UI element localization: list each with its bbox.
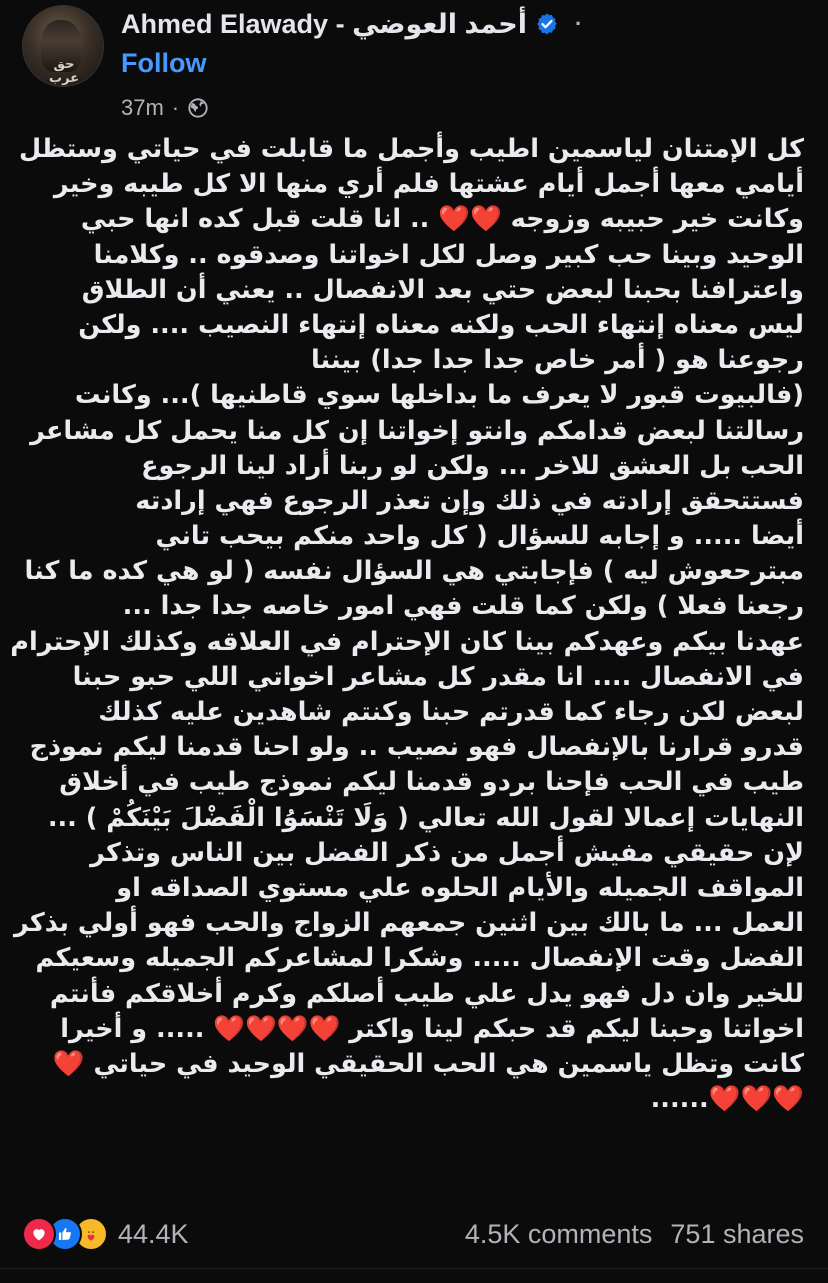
post-time[interactable]: 37m xyxy=(121,95,164,120)
author-header[interactable] xyxy=(121,4,661,44)
engagement-stats xyxy=(465,1219,804,1250)
post-text-line: ليس معناه إنتهاء الحب ولكنه معناه إنتهاء النصيب .... ولكن xyxy=(78,309,804,340)
comments-count-link[interactable]: 4.5K comments xyxy=(464,1218,653,1249)
post-text-line: النهايات إعمالا لقول الله تعالي ( وَلَا تَنْسَوُا الْفَضْلَ بَيْنَكُمْ ) ... xyxy=(47,802,804,833)
meta-separator: · xyxy=(171,95,180,120)
post-footer xyxy=(22,1214,804,1254)
post-text xyxy=(10,132,804,1117)
post-text-line: (فالبيوت قبور لا يعرف ما بداخلها سوي قاطنيها )... وكانت xyxy=(74,380,804,411)
post-text-line: الفضل وقت الإنفصال ..... وشكرا لمشاعركم الجميله وسعيكم xyxy=(35,943,804,974)
reaction-count: 44.4K xyxy=(118,1218,189,1249)
post-text-line: رجوعنا هو ( أمر خاص جدا جدا جدا) بيننا xyxy=(310,345,804,376)
post-text-line: الحب بل العشق للاخر ... ولكن لو ربنا أراد لينا الرجوع xyxy=(141,450,804,481)
post-text-line: العمل ... ما بالك بين اثنين جمعهم الزواج والحب فهو أولي بذكر xyxy=(14,908,804,939)
bottom-divider xyxy=(0,1268,828,1269)
post-text-line: مبترحعوش ليه ) فإجابتي هي السؤال نفسه ( لو هي كده ما كنا xyxy=(24,556,804,587)
post-text-line: رسالتنا لبعض قدامكم وانتو إخواتنا إن كل منا يحمل كل مشاعر xyxy=(30,415,804,446)
post-text-line: عهدنا بيكم وعهدكم بينا كان الإحترام في العلاقه وكذلك الإحترام xyxy=(10,626,804,657)
post-text-line: ❤️❤️❤️...... xyxy=(650,1084,804,1115)
post-text-line: وكانت خير حبيبه وزوجه ❤️❤️ .. انا قلت قبل كده انها حبي xyxy=(80,204,804,235)
post-text-line: اخواتنا وحبنا ليكم قد حبكم لينا واكتر ❤️❤️❤️❤️ ..... و أخيرا xyxy=(60,1013,804,1044)
post-text-line: كل الإمتنان لياسمين اطيب وأجمل ما قابلت في حياتي وستظل xyxy=(18,134,804,164)
verified-badge-icon xyxy=(535,12,559,36)
post-text-line: الوحيد وبينا حب كبير وصل لكل اخواتنا وصدقوه .. وكلامنا xyxy=(93,239,804,270)
post-text-line: رجعنا فعلا ) ولكن كما قلت فهي امور خاصه جدا جدا ... xyxy=(122,591,804,622)
shares-count-link[interactable]: 751 shares xyxy=(670,1218,804,1249)
follow-button[interactable]: Follow xyxy=(121,48,207,78)
header-separator: · xyxy=(574,11,583,36)
post-text-line: المواقف الجميله والأيام الحلوه علي مستوي الصداقه او xyxy=(116,872,804,903)
reactions-summary[interactable] xyxy=(22,1217,189,1251)
post-text-line: طيب في الحب فإحنا بردو قدمنا ليكم نموذج طيب في أخلاق xyxy=(59,767,804,798)
post-text-line: لإن حقيقي مفيش أجمل من ذكر الفضل بين الناس وتذكر xyxy=(90,837,804,868)
post-text-line: أيامي معها أجمل أيام عشتها فلم أري منها الا كل طيبه وخير xyxy=(53,169,804,200)
post-text-line: قدرو قرارنا بالإنفصال فهو نصيب .. ولو احنا قدمنا ليكم نموذج xyxy=(29,732,804,763)
post-text-line: كانت وتظل ياسمين هي الحب الحقيقي الوحيد في حياتي ❤️ xyxy=(52,1048,804,1079)
post-text-line: فستتحقق إرادته في ذلك وإن تعذر الرجوع فهي إرادته xyxy=(135,485,804,516)
avatar[interactable] xyxy=(22,5,104,87)
globe-icon[interactable] xyxy=(187,97,209,119)
author-name[interactable]: Ahmed Elawady - أحمد العوضي xyxy=(121,8,527,39)
post-meta xyxy=(121,94,209,122)
post-text-line: واعترافنا بحبنا لبعض حتي بعد الانفصال .. يعني أن الطلاق xyxy=(81,274,804,305)
post-text-line: في الانفصال .... انا مقدر كل مشاعر اخواتي اللي حبو حبنا xyxy=(72,661,804,692)
post-text-line: للخير وان دل فهو يدل علي طيب أصلكم وكرم أخلاقكم فأنتم xyxy=(49,978,804,1009)
post-text-line: أيضا ..... و إجابه للسؤال ( كل واحد منكم بيحب تاني xyxy=(155,521,804,552)
post-text-line: لبعض لكن رجاء كما قدرتم حبنا وكنتم شاهدين عليه كذلك xyxy=(98,697,804,727)
avatar-monogram: حق عرب xyxy=(49,57,80,86)
love-reaction-icon xyxy=(22,1217,56,1251)
